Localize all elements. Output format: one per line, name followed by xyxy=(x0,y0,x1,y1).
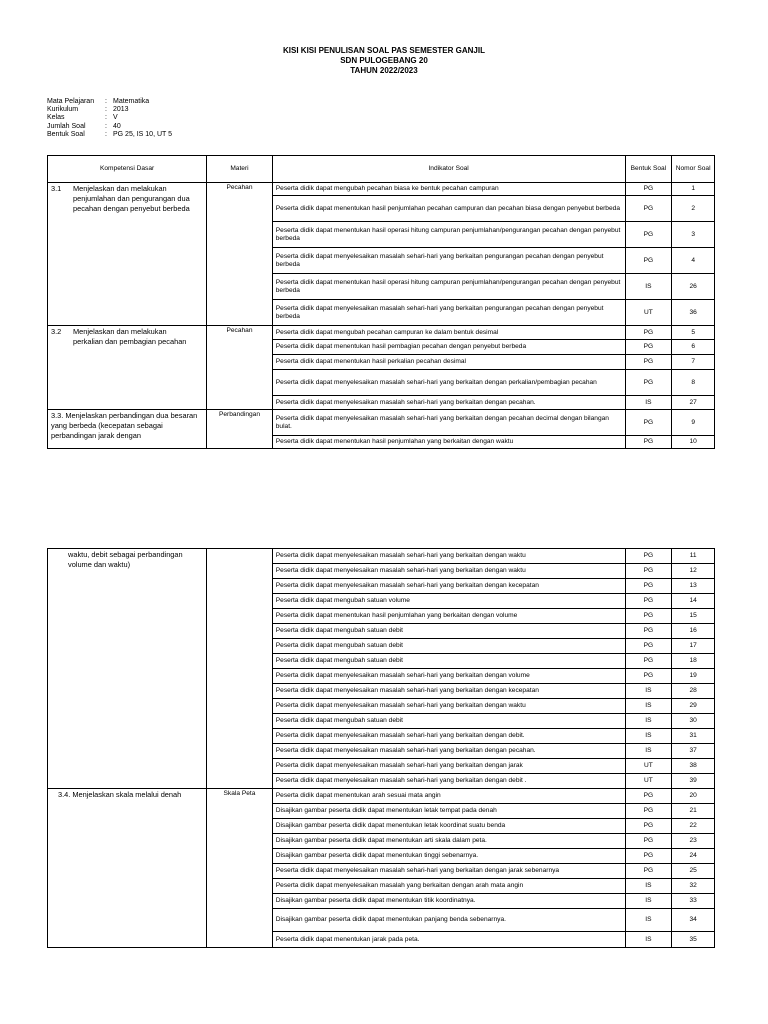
nomor-cell: 6 xyxy=(672,340,715,355)
kompetensi-dasar-3-3-continued: waktu, debit sebagai perbandingan volume dan waktu) xyxy=(48,549,207,789)
kompetensi-dasar-3-3: 3.3. Menjelaskan perbandingan dua besaran yang berbeda (kecepatan sebagai perbandingan jarak dengan xyxy=(48,410,207,449)
kd-text: Menjelaskan dan melakukan penjumlahan dan pengurangan dua pecahan dengan penyebut berbeda xyxy=(73,184,190,213)
indikator-cell: Peserta didik dapat menyelesaikan masalah sehari-hari yang berkaitan dengan waktu xyxy=(272,699,625,714)
indikator-cell: Peserta didik dapat menyelesaikan masalah sehari-hari yang berkaitan dengan jarak sebenarnya xyxy=(272,864,625,879)
title-line-3: TAHUN 2022/2023 xyxy=(350,66,418,75)
bentuk-cell: UT xyxy=(625,774,672,789)
bentuk-cell: IS xyxy=(625,684,672,699)
nomor-cell: 5 xyxy=(672,326,715,340)
nomor-cell: 25 xyxy=(672,864,715,879)
header-indikator-soal: Indikator Soal xyxy=(272,156,625,183)
indikator-cell: Peserta didik dapat menyelesaikan masalah sehari-hari yang berkaitan dengan jarak xyxy=(272,759,625,774)
nomor-cell: 35 xyxy=(672,932,715,948)
nomor-cell: 33 xyxy=(672,894,715,909)
meta-label: Kurikulum xyxy=(47,106,79,114)
bentuk-cell: IS xyxy=(625,396,672,410)
bentuk-cell: PG xyxy=(625,804,672,819)
header-bentuk-soal: Bentuk Soal xyxy=(625,156,672,183)
nomor-cell: 24 xyxy=(672,849,715,864)
bentuk-cell: PG xyxy=(625,594,672,609)
nomor-cell: 29 xyxy=(672,699,715,714)
bentuk-cell: IS xyxy=(625,699,672,714)
meta-label: Bentuk Soal xyxy=(47,130,85,138)
header-materi: Materi xyxy=(207,156,273,183)
nomor-cell: 30 xyxy=(672,714,715,729)
bentuk-cell: PG xyxy=(625,579,672,594)
bentuk-cell: PG xyxy=(625,819,672,834)
kisi-table-page-2 xyxy=(47,548,715,948)
nomor-cell: 20 xyxy=(672,789,715,804)
bentuk-cell: IS xyxy=(625,932,672,948)
nomor-cell: 14 xyxy=(672,594,715,609)
indikator-cell: Peserta didik dapat menyelesaikan masalah sehari-hari yang berkaitan dengan volume xyxy=(272,669,625,684)
materi-cell: Pecahan xyxy=(207,183,273,326)
bentuk-cell: PG xyxy=(625,436,672,449)
bentuk-cell: PG xyxy=(625,654,672,669)
indikator-cell: Peserta didik dapat menentukan hasil operasi hitung campuran penjumlahan/pengurangan pecahan dengan penyebut berbeda xyxy=(272,274,625,300)
nomor-cell: 16 xyxy=(672,624,715,639)
nomor-cell: 28 xyxy=(672,684,715,699)
indikator-cell: Disajikan gambar peserta didik dapat menentukan letak koordinat suatu benda xyxy=(272,819,625,834)
indikator-cell: Peserta didik dapat menyelesaikan masalah yang berkaitan dengan arah mata angin xyxy=(272,879,625,894)
bentuk-cell: PG xyxy=(625,789,672,804)
bentuk-cell: PG xyxy=(625,564,672,579)
bentuk-cell: PG xyxy=(625,639,672,654)
indikator-cell: Disajikan gambar peserta didik dapat menentukan panjang benda sebenarnya. xyxy=(272,909,625,932)
indikator-cell: Peserta didik dapat menentukan hasil pembagian pecahan dengan penyebut berbeda xyxy=(272,340,625,355)
indikator-cell: Disajikan gambar peserta didik dapat menentukan titik koordinatnya. xyxy=(272,894,625,909)
document-title xyxy=(0,46,768,76)
nomor-cell: 31 xyxy=(672,729,715,744)
nomor-cell: 13 xyxy=(672,579,715,594)
nomor-cell: 21 xyxy=(672,804,715,819)
indikator-cell: Peserta didik dapat menentukan jarak pada peta. xyxy=(272,932,625,948)
meta-label: Mata Pelajaran xyxy=(47,98,95,105)
bentuk-cell: PG xyxy=(625,624,672,639)
nomor-cell: 22 xyxy=(672,819,715,834)
kisi-table-page-1 xyxy=(47,155,715,449)
nomor-cell: 39 xyxy=(672,774,715,789)
indikator-cell: Peserta didik dapat menentukan hasil penjumlahan yang berkaitan dengan volume xyxy=(272,609,625,624)
bentuk-cell: PG xyxy=(625,609,672,624)
bentuk-cell: IS xyxy=(625,274,672,300)
indikator-cell: Peserta didik dapat menyelesaikan masalah sehari-hari yang berkaitan dengan waktu xyxy=(272,564,625,579)
nomor-cell: 2 xyxy=(672,196,715,222)
meta-label: Kelas xyxy=(47,114,65,122)
meta-row: Kurikulum : 2013 xyxy=(47,106,129,114)
kompetensi-dasar-3-4: 3.4. Menjelaskan skala melalui denah xyxy=(48,789,207,948)
indikator-cell: Peserta didik dapat mengubah satuan volume xyxy=(272,594,625,609)
bentuk-cell: PG xyxy=(625,355,672,370)
meta-value: Matematika xyxy=(113,98,150,105)
meta-row: Bentuk Soal : PG 25, IS 10, UT 5 xyxy=(47,130,173,138)
indikator-cell: Peserta didik dapat menentukan arah sesuai mata angin xyxy=(272,789,625,804)
nomor-cell: 18 xyxy=(672,654,715,669)
nomor-cell: 8 xyxy=(672,370,715,396)
bentuk-cell: PG xyxy=(625,834,672,849)
bentuk-cell: PG xyxy=(625,370,672,396)
meta-value: 40 xyxy=(113,122,121,130)
meta-value: 2013 xyxy=(113,106,129,114)
title-line-2: SDN PULOGEBANG 20 xyxy=(340,56,428,65)
nomor-cell: 23 xyxy=(672,834,715,849)
bentuk-cell: PG xyxy=(625,849,672,864)
nomor-cell: 38 xyxy=(672,759,715,774)
kd-text: Menjelaskan dan melakukan perkalian dan pembagian pecahan xyxy=(73,327,187,346)
nomor-cell: 36 xyxy=(672,300,715,326)
bentuk-cell: IS xyxy=(625,909,672,932)
nomor-cell: 19 xyxy=(672,669,715,684)
indikator-cell: Disajikan gambar peserta didik dapat menentukan arti skala dalam peta. xyxy=(272,834,625,849)
indikator-cell: Peserta didik dapat menentukan hasil penjumlahan pecahan campuran dan pecahan biasa dengan penyebut berbeda xyxy=(272,196,625,222)
bentuk-cell: PG xyxy=(625,549,672,564)
bentuk-cell: PG xyxy=(625,222,672,248)
nomor-cell: 11 xyxy=(672,549,715,564)
kd-number: 3.2 xyxy=(51,327,62,336)
meta-label: Jumlah Soal xyxy=(47,122,86,130)
materi-cell: Perbandingan xyxy=(207,410,273,449)
indikator-cell: Peserta didik dapat menyelesaikan masalah sehari-hari yang berkaitan dengan pecahan decimal dengan bilangan bulat. xyxy=(272,410,625,436)
bentuk-cell: UT xyxy=(625,300,672,326)
bentuk-cell: PG xyxy=(625,196,672,222)
meta-info xyxy=(47,98,172,139)
indikator-cell: Peserta didik dapat menentukan hasil operasi hitung campuran penjumlahan/pengurangan pecahan dengan penyebut berbeda xyxy=(272,222,625,248)
indikator-cell: Peserta didik dapat menyelesaikan masalah sehari-hari yang berkaitan pengurangan pecahan dengan penyebut berbeda xyxy=(272,300,625,326)
indikator-cell: Peserta didik dapat menyelesaikan masalah sehari-hari yang berkaitan dengan pecahan. xyxy=(272,744,625,759)
materi-cell-empty xyxy=(207,549,273,789)
nomor-cell: 4 xyxy=(672,248,715,274)
indikator-cell: Peserta didik dapat menyelesaikan masalah sehari-hari yang berkaitan dengan perkalian/pembagian pecahan xyxy=(272,370,625,396)
nomor-cell: 27 xyxy=(672,396,715,410)
indikator-cell: Peserta didik dapat menyelesaikan masalah sehari-hari yang berkaitan dengan pecahan. xyxy=(272,396,625,410)
indikator-cell: Peserta didik dapat mengubah pecahan campuran ke dalam bentuk desimal xyxy=(272,326,625,340)
nomor-cell: 10 xyxy=(672,436,715,449)
kompetensi-dasar-3-2 xyxy=(48,326,207,410)
kompetensi-dasar-3-1 xyxy=(48,183,207,326)
bentuk-cell: PG xyxy=(625,410,672,436)
bentuk-cell: PG xyxy=(625,183,672,196)
kd-number: 3.1 xyxy=(51,184,62,193)
indikator-cell: Disajikan gambar peserta didik dapat menentukan letak tempat pada denah xyxy=(272,804,625,819)
title-line-1: KISI KISI PENULISAN SOAL PAS SEMESTER GANJIL xyxy=(283,46,485,55)
bentuk-cell: IS xyxy=(625,714,672,729)
bentuk-cell: IS xyxy=(625,729,672,744)
indikator-cell: Peserta didik dapat menentukan hasil perkalian pecahan desimal xyxy=(272,355,625,370)
bentuk-cell: PG xyxy=(625,669,672,684)
nomor-cell: 15 xyxy=(672,609,715,624)
header-nomor-soal: Nomor Soal xyxy=(672,156,715,183)
meta-row: Mata Pelajaran : Matematika xyxy=(47,98,150,105)
nomor-cell: 32 xyxy=(672,879,715,894)
bentuk-cell: IS xyxy=(625,894,672,909)
meta-value: V xyxy=(113,114,118,122)
materi-cell: Skala Peta xyxy=(207,789,273,948)
bentuk-cell: PG xyxy=(625,248,672,274)
indikator-cell: Peserta didik dapat menyelesaikan masalah sehari-hari yang berkaitan dengan waktu xyxy=(272,549,625,564)
indikator-cell: Peserta didik dapat mengubah satuan debit xyxy=(272,639,625,654)
bentuk-cell: PG xyxy=(625,864,672,879)
nomor-cell: 34 xyxy=(672,909,715,932)
nomor-cell: 37 xyxy=(672,744,715,759)
nomor-cell: 1 xyxy=(672,183,715,196)
indikator-cell: Peserta didik dapat menyelesaikan masalah sehari-hari yang berkaitan dengan debit . xyxy=(272,774,625,789)
indikator-cell: Peserta didik dapat mengubah satuan debit xyxy=(272,714,625,729)
nomor-cell: 7 xyxy=(672,355,715,370)
indikator-cell: Peserta didik dapat menyelesaikan masalah sehari-hari yang berkaitan dengan debit. xyxy=(272,729,625,744)
indikator-cell: Peserta didik dapat menyelesaikan masalah sehari-hari yang berkaitan dengan kecepatan xyxy=(272,579,625,594)
meta-row: Jumlah Soal : 40 xyxy=(47,122,121,130)
nomor-cell: 12 xyxy=(672,564,715,579)
indikator-cell: Peserta didik dapat mengubah satuan debit xyxy=(272,654,625,669)
nomor-cell: 26 xyxy=(672,274,715,300)
indikator-cell: Peserta didik dapat mengubah satuan debit xyxy=(272,624,625,639)
bentuk-cell: PG xyxy=(625,340,672,355)
bentuk-cell: UT xyxy=(625,759,672,774)
materi-cell: Pecahan xyxy=(207,326,273,410)
nomor-cell: 17 xyxy=(672,639,715,654)
header-kompetensi-dasar: Kompetensi Dasar xyxy=(48,156,207,183)
nomor-cell: 3 xyxy=(672,222,715,248)
bentuk-cell: IS xyxy=(625,744,672,759)
indikator-cell: Peserta didik dapat menyelesaikan masalah sehari-hari yang berkaitan pengurangan pecahan dengan penyebut berbeda xyxy=(272,248,625,274)
meta-row: Kelas : V xyxy=(47,114,118,122)
meta-value: PG 25, IS 10, UT 5 xyxy=(113,130,173,138)
indikator-cell: Disajikan gambar peserta didik dapat menentukan tinggi sebenarnya. xyxy=(272,849,625,864)
bentuk-cell: PG xyxy=(625,326,672,340)
indikator-cell: Peserta didik dapat mengubah pecahan biasa ke bentuk pecahan campuran xyxy=(272,183,625,196)
bentuk-cell: IS xyxy=(625,879,672,894)
indikator-cell: Peserta didik dapat menyelesaikan masalah sehari-hari yang berkaitan dengan kecepatan xyxy=(272,684,625,699)
indikator-cell: Peserta didik dapat menentukan hasil penjumlahan yang berkaitan dengan waktu xyxy=(272,436,625,449)
nomor-cell: 9 xyxy=(672,410,715,436)
